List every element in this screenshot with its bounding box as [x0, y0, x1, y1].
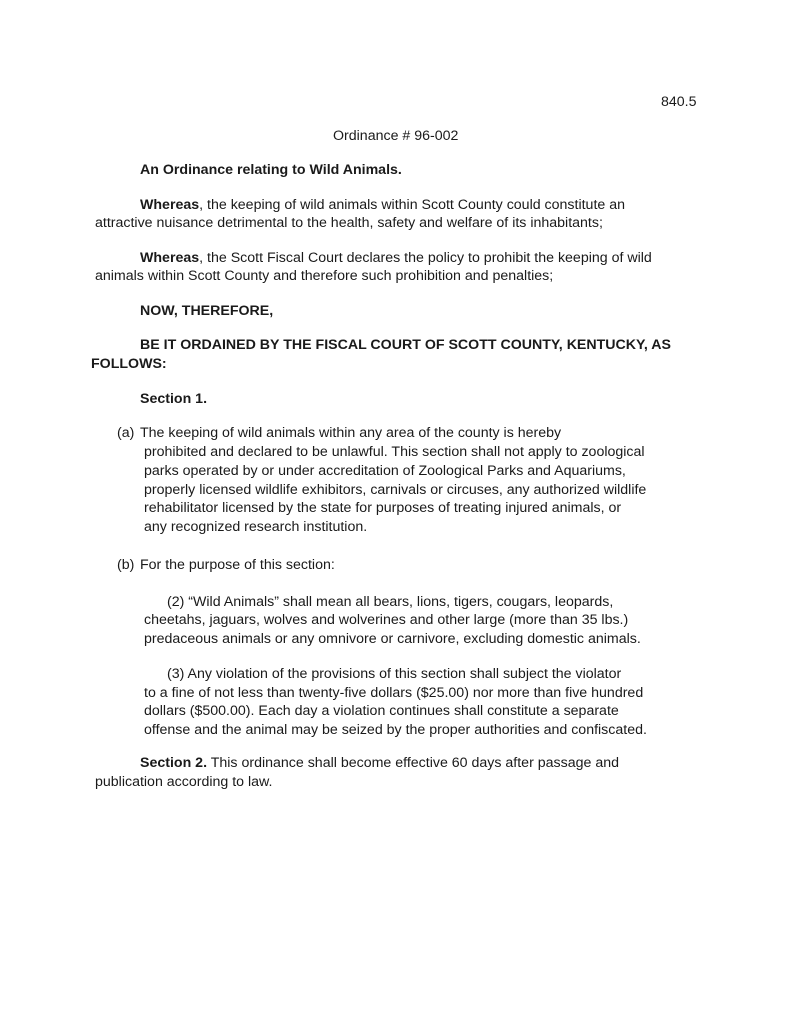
text-line: (3) Any violation of the provisions of this section shall subject the violator [167, 666, 622, 682]
text-line: parks operated by or under accreditation of Zoological Parks and Aquariums, [144, 463, 626, 479]
section-1-heading: Section 1. [140, 391, 208, 407]
text-line: dollars ($500.00). Each day a violation continues shall constitute a separate [144, 703, 619, 719]
ordinance-title: Ordinance # 96-002 [333, 128, 459, 144]
whereas-label: Whereas [140, 197, 200, 213]
now-therefore: NOW, THEREFORE, [140, 303, 274, 319]
text-line: For the purpose of this section: [140, 557, 335, 573]
ordained-line: FOLLOWS: [91, 356, 167, 372]
ordinance-subject: An Ordinance relating to Wild Animals. [140, 162, 402, 178]
text-line: properly licensed wildlife exhibitors, carnivals or circuses, any authorized wildlife [144, 482, 647, 498]
whereas-text: , the Scott Fiscal Court declares the policy to prohibit the keeping of wild [199, 250, 652, 266]
list-marker: (b) [117, 557, 135, 573]
whereas-text: attractive nuisance detrimental to the health, safety and welfare of its inhabitants; [95, 215, 603, 231]
whereas-text: animals within Scott County and therefore such prohibition and penalties; [95, 268, 554, 284]
text-line: offense and the animal may be seized by the proper authorities and confiscated. [144, 722, 647, 738]
page-number: 840.5 [661, 94, 697, 110]
text-line: to a fine of not less than twenty-five dollars ($25.00) nor more than five hundred [144, 685, 644, 701]
text-line: rehabilitator licensed by the state for purposes of treating injured animals, or [144, 500, 622, 516]
text-line: (2) “Wild Animals” shall mean all bears, lions, tigers, cougars, leopards, [167, 594, 614, 610]
text-line: any recognized research institution. [144, 519, 368, 535]
text-line: predaceous animals or any omnivore or carnivore, excluding domestic animals. [144, 631, 641, 647]
whereas-text: , the keeping of wild animals within Scott County could constitute an [199, 197, 626, 213]
section-2-heading: Section 2. [140, 755, 208, 771]
text-line: This ordinance shall become effective 60 days after passage and [207, 755, 619, 771]
text-line: publication according to law. [95, 774, 273, 790]
ordained-line: BE IT ORDAINED BY THE FISCAL COURT OF SCOTT COUNTY, KENTUCKY, AS [140, 337, 672, 353]
text-line: The keeping of wild animals within any area of the county is hereby [140, 425, 562, 441]
text-line: cheetahs, jaguars, wolves and wolverines and other large (more than 35 lbs.) [144, 612, 629, 628]
list-marker: (a) [117, 425, 135, 441]
whereas-label: Whereas [140, 250, 200, 266]
text-line: prohibited and declared to be unlawful. This section shall not apply to zoological [144, 444, 645, 460]
